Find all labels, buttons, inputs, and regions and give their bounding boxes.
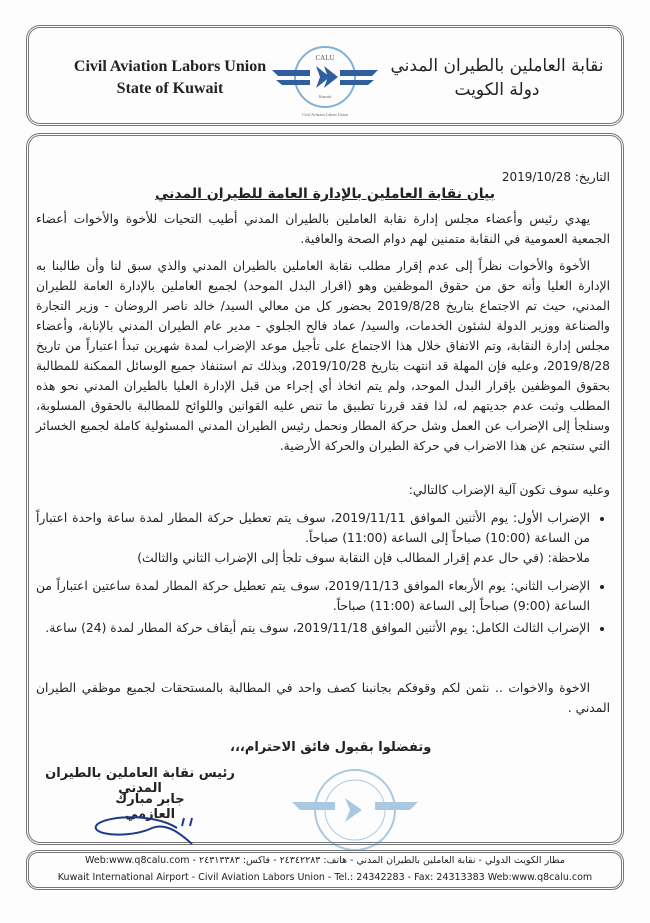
strike-item [36,508,590,568]
strike-list [36,508,610,646]
country-ar: دولة الكويت [454,80,540,100]
para3: الاخوة والاخوات .. نثمن لكم وقوفكم بجانبنا كصف واحد في المطالبة بالمستحقات لجميع موظفي الطيران المدني . [36,681,610,715]
calu-logo-icon [270,32,380,122]
strike-item [36,618,590,638]
closing-salutation: وتفضلوا بقبول فائق الاحترام،،، [230,740,432,755]
strike-2-text: الإضراب الثاني: يوم الأربعاء الموافق 2019/11/13، سوف يتم تعطيل حركة المطار لمدة ساعتين اعتباراً من الساعة (9:00) صباحاً إلى الساعة (11:00) صباحاً. [36,579,590,613]
org-name-en: Civil Aviation Labors Union [73,58,267,75]
logo-sub: Kuwait [319,94,331,99]
letter-date: التاريخ: 2019/10/28 [501,170,610,184]
logo-ring: Civil Aviation Labors Union [302,112,348,117]
footer-arabic: مطار الكويت الدولي - نقابة العاملين بالطيران المدني - هاتف: ٢٤٣٤٢٢٨٣ - فاكس: ٢٤٣١٣٣٨٣ - Web:www.q8calu.com [85,855,565,866]
letterhead-arabic [382,54,612,102]
signature-icon [92,810,202,846]
mechanism-intro-text: وعليه سوف تكون آلية الإضراب كالتالي: [408,483,610,497]
letterhead-english [60,56,280,100]
strike-1-text: الإضراب الأول: يوم الأثنين الموافق 2019/11/11، سوف يتم تعطيل حركة المطار لمدة ساعة واحدة اعتباراً من الساعة (10:00) صباحاً إلى الساعة (11:00) صباحاً. [36,511,590,545]
signer-title: رئيس نقابة العاملين بالطيران المدني [45,766,235,796]
letter-title: بيان نقابة العاملين بالإدارة العامة للطيران المدني [154,186,496,202]
strike-3-text: الإضراب الثالث الكامل: يوم الأثنين الموافق 2019/11/18، سوف يتم أيقاف حركة المطار لمدة (24) ساعة. [45,621,590,635]
para1: يهدي رئيس وأعضاء مجلس إدارة نقابة العاملين بالطيران المدني أطيب التحيات للأخوة والأخوات أعضاء الجمعية العمومية في النقابة متمنين لهم دوام الصحة والعافية. [36,212,610,246]
para2: الأخوة والأخوات نظراً إلى عدم إقرار مطلب نقابة العاملين بالطيران المدني والذي سبق لنا وأن طالبنا به الإدارة العليا وأنه حق من حقوق الموظفين وهو (اقرار البدل الموحد) لجميع العاملين بالإدارة العامة للطيران المدني، حيث تم الاجتماع بتاريخ 2019/8/28 بحضور كل من معالي السيد/ خالد ناصر الروضان - وزير التجارة والصناعة ووزير الدولة لشئون الخدمات، والسيد/ عماد فالح الجلوي - مدير عام الطيران المدني بالإنابة، وأعضاء مجلس إدارة النقابة، وتم الاتفاق خلال هذا الاجتماع على تأجيل موعد الإضراب لمدة شهرين تبدأ اعتباراً من تاريخ 2019/8/28، وعليه فإن المهلة قد انتهت بتاريخ 2019/10/28، وبذلك تم استنفاذ جميع الوسائل الممكنة للمطالبة بحقوق الموظفين بإقرار البدل الموحد، ولم يتم اتخاذ أي إجراء من قبل الإدارة العليا بالطيران المدني نحو هذه المطلب وثبت عدم جديتهم له، لذا فقد قررنا تطبيق ما تنص عليه القوانين واللوائح للمطالبة بالحقوق المسلوبة، وسنلجأ إلى الإضراب عن العمل وشل حركة المطار ونحمل رئيس الطيران المدني المسئولية كاملة لجميع الخسائر التي ستنجم عن هذا الاضراب في حركة الطيران والحركة الأرضية. [36,259,610,453]
closing-paragraph [36,678,610,718]
footer-english: Kuwait International Airport - Civil Aviation Labors Union - Tel.: 24342283 - Fax: 24313383 Web:www.q8calu.com [57,872,593,883]
country-en: State of Kuwait [116,80,224,97]
strike-note: ملاحظة: (في حال عدم إقرار المطالب فإن النقابة سوف تلجأ إلى الإضراب الثاني والثالث) [137,551,590,565]
strike-item [36,576,590,616]
greeting-paragraph [36,209,610,249]
union-stamp-icon [290,760,420,860]
logo-text: CALU [315,54,335,62]
main-paragraph [36,256,610,456]
signer-name: جابر مبارك العازمي [115,792,185,822]
org-name-ar: نقابة العاملين بالطيران المدني [390,56,604,76]
mechanism-intro [36,480,610,500]
